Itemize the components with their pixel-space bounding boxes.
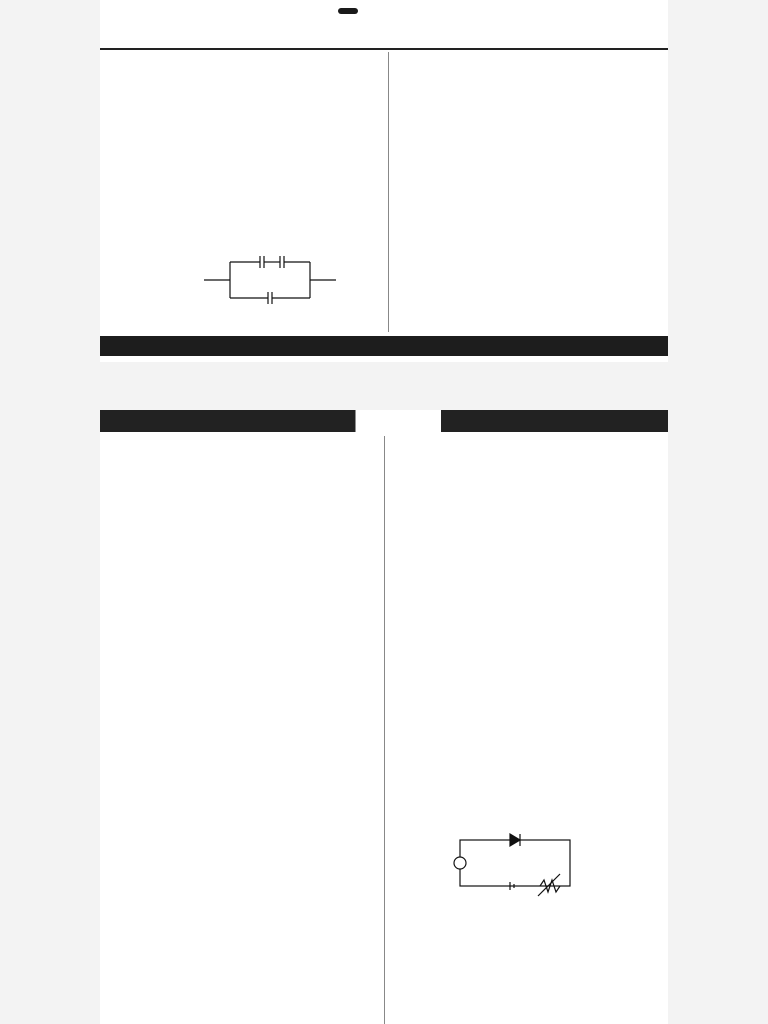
column-divider [388,52,389,332]
question [106,587,382,600]
exam-page-bottom [100,410,668,1024]
question [394,86,662,100]
question [106,468,382,481]
question [106,71,386,85]
left-column [106,55,386,117]
diode-circuit-diagram [440,830,590,900]
question [106,572,382,585]
capacitor-circuit-diagram [200,252,340,308]
question [390,483,662,496]
question [394,55,662,69]
left-column [106,438,382,602]
footer-bar [100,336,668,356]
question [106,102,386,116]
header-rule [100,48,668,50]
question [106,55,386,69]
iv-graph-options [410,922,660,1018]
question [106,86,386,100]
section-title [338,8,358,14]
question [390,498,662,511]
question [390,438,662,451]
question [106,453,382,466]
question [106,558,382,571]
question [106,438,382,451]
right-column [390,438,662,528]
right-column [394,55,662,102]
question [106,513,382,526]
question [390,906,662,919]
question [390,468,662,481]
question-25 [390,906,662,921]
question [106,528,382,541]
exam-page-top [100,0,668,362]
question [394,71,662,85]
column-divider [384,436,385,1024]
question [390,453,662,466]
question [390,513,662,526]
question [106,483,382,496]
test-banner [100,410,668,432]
question [106,543,382,556]
question [106,498,382,511]
